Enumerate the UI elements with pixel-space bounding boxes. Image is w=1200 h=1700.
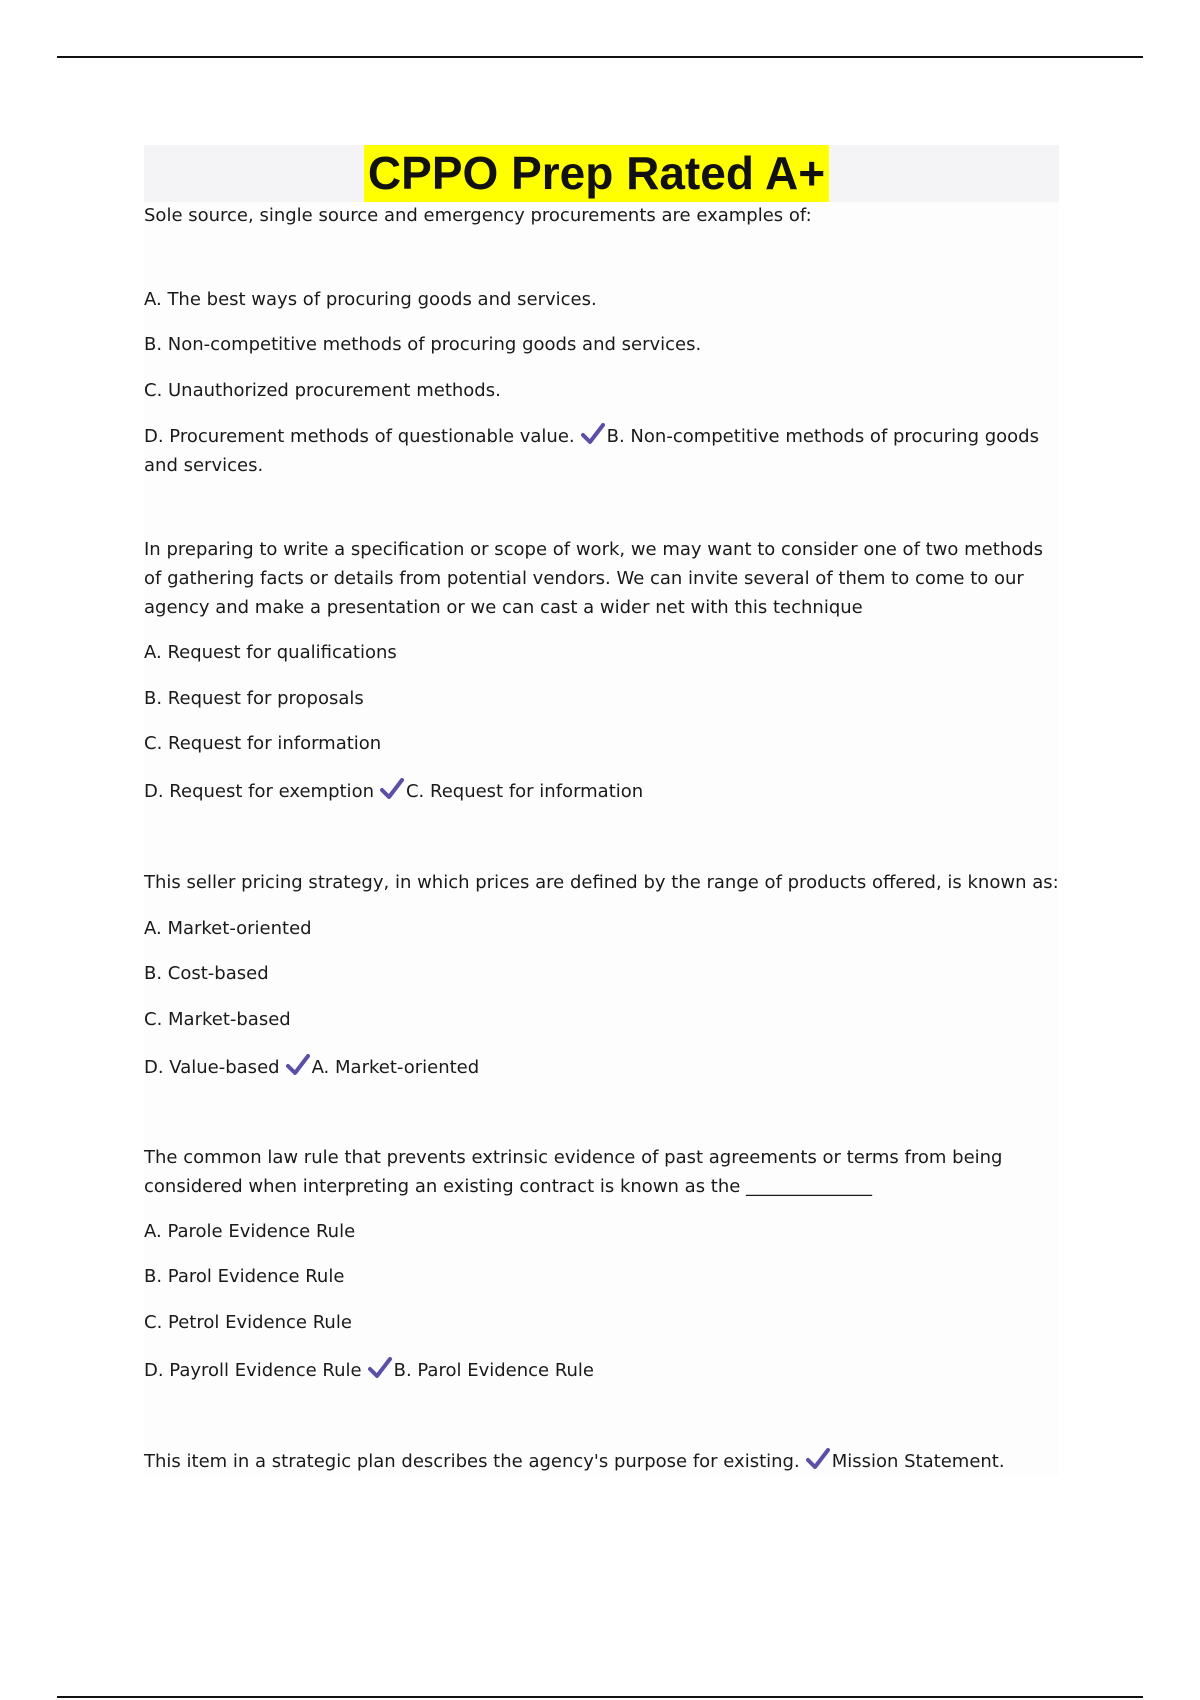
option-b: B. Parol Evidence Rule [144,1266,345,1287]
option-d-with-answer [144,777,1059,806]
option-c: C. Petrol Evidence Rule [144,1312,352,1333]
option-d: D. Procurement methods of questionable value. [144,426,575,447]
answer: Mission Statement. [831,1451,1005,1472]
checkmark-icon [806,1448,830,1470]
answer: C. Request for information [405,781,644,802]
option-c: C. Request for information [144,733,382,754]
option-d: D. Value-based [144,1057,280,1078]
answer: B. Parol Evidence Rule [393,1360,595,1381]
question-stem: The common law rule that prevents extrinsic evidence of past agreements or terms from being considered when interpreting an existing contract is known as the ______________ [144,1147,1003,1197]
bottom-rule [57,1696,1143,1698]
question-block [144,201,1059,480]
answer: B. Non-competitive methods of procuring goods and services. [144,426,1039,476]
question-block [144,535,1059,806]
title-band [144,145,1059,202]
page-title: CPPO Prep Rated A+ [364,145,829,202]
option-d: D. Request for exemption [144,781,374,802]
question-stem: This item in a strategic plan describes the agency's purpose for existing. [144,1451,800,1472]
option-c: C. Market-based [144,1009,291,1030]
question-stem: Sole source, single source and emergency procurements are examples of: [144,205,812,226]
option-c: C. Unauthorized procurement methods. [144,380,501,401]
answer: A. Market-oriented [311,1057,480,1078]
option-a: A. Market-oriented [144,918,312,939]
top-rule [57,56,1143,58]
question-block [144,1447,1059,1476]
option-b: B. Non-competitive methods of procuring goods and services. [144,334,702,355]
option-a: A. Request for qualifications [144,642,397,663]
question-block [144,1143,1059,1385]
document-body [144,145,1059,1476]
option-b: B. Cost-based [144,963,269,984]
checkmark-icon [368,1357,392,1379]
option-a: A. Parole Evidence Rule [144,1221,356,1242]
question-stem: In preparing to write a specification or scope of work, we may want to consider one of two methods of gathering facts or details from potential vendors. We can invite several of them to come to our agency and make a presentation or we can cast a wider net with this technique [144,539,1044,618]
question-block [144,868,1059,1082]
option-d-with-answer [144,422,1059,480]
question-with-answer [144,1447,1059,1476]
option-b: B. Request for proposals [144,688,364,709]
checkmark-icon [581,423,605,445]
question-stem: This seller pricing strategy, in which prices are defined by the range of products offered, is known as: [144,872,1059,893]
option-d-with-answer [144,1053,1059,1082]
option-a: A. The best ways of procuring goods and services. [144,289,597,310]
checkmark-icon [286,1054,310,1076]
option-d-with-answer [144,1356,1059,1385]
checkmark-icon [380,778,404,800]
option-d: D. Payroll Evidence Rule [144,1360,362,1381]
